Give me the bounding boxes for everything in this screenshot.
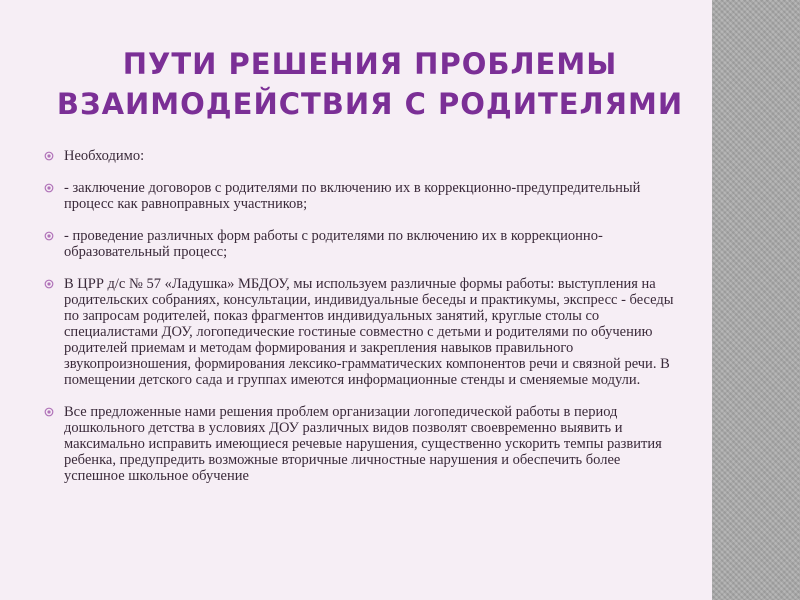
- bullet-text: Все предложенные нами решения проблем организации логопедической работы в период дошкольного детства в условиях ДОУ различных видов позволят своевременно выявить и максимально исправить имеющиеся речевые нарушения, существенно ускорить темпы развития ребенка, предупредить возможные вторичные личностные нарушения и обеспечить более успешное школьное обучение: [64, 404, 662, 484]
- bullet-text: Необходимо:: [64, 148, 145, 164]
- bullet-text: - проведение различных форм работы с родителями по включению их в коррекционно-образовательный процесс;: [64, 228, 603, 260]
- bullet-item-1: [44, 148, 674, 164]
- slide-title-line-1: ПУТИ РЕШЕНИЯ ПРОБЛЕМЫ: [122, 47, 618, 81]
- circle-bullet-icon: [44, 279, 54, 289]
- bullet-item-2: [44, 180, 674, 212]
- bullet-item-5: [44, 404, 674, 484]
- bullet-text: - заключение договоров с родителями по включению их в коррекционно-предупредительный процесс как равноправных участников;: [64, 180, 641, 212]
- slide-title: [40, 44, 700, 124]
- bullet-list: [44, 148, 674, 500]
- slide-title-line-2: ВЗАИМОДЕЙСТВИЯ С РОДИТЕЛЯМИ: [56, 87, 684, 121]
- circle-bullet-icon: [44, 151, 54, 161]
- circle-bullet-icon: [44, 183, 54, 193]
- circle-bullet-icon: [44, 407, 54, 417]
- bullet-text: В ЦРР д/с № 57 «Ладушка» МБДОУ, мы используем различные формы работы: выступления на родительских собраниях, консультации, индивидуальные беседы и практикумы, экспресс - беседы по запросам родителей, показ фрагментов индивидуальных занятий, круглые столы со специалистами ДОУ, логопедические гостиные совместно с детьми и родителями по обучению родителей приемам и методам формирования и закрепления навыков правильного звукопроизношения, формирования лексико-грамматических компонентов речи и связной речи. В помещении детского сада и группах имеются информационные стенды и сменяемые модули.: [64, 276, 674, 388]
- bullet-item-4: [44, 276, 674, 388]
- bullet-item-3: [44, 228, 674, 260]
- decorative-sidebar: [712, 0, 800, 600]
- circle-bullet-icon: [44, 231, 54, 241]
